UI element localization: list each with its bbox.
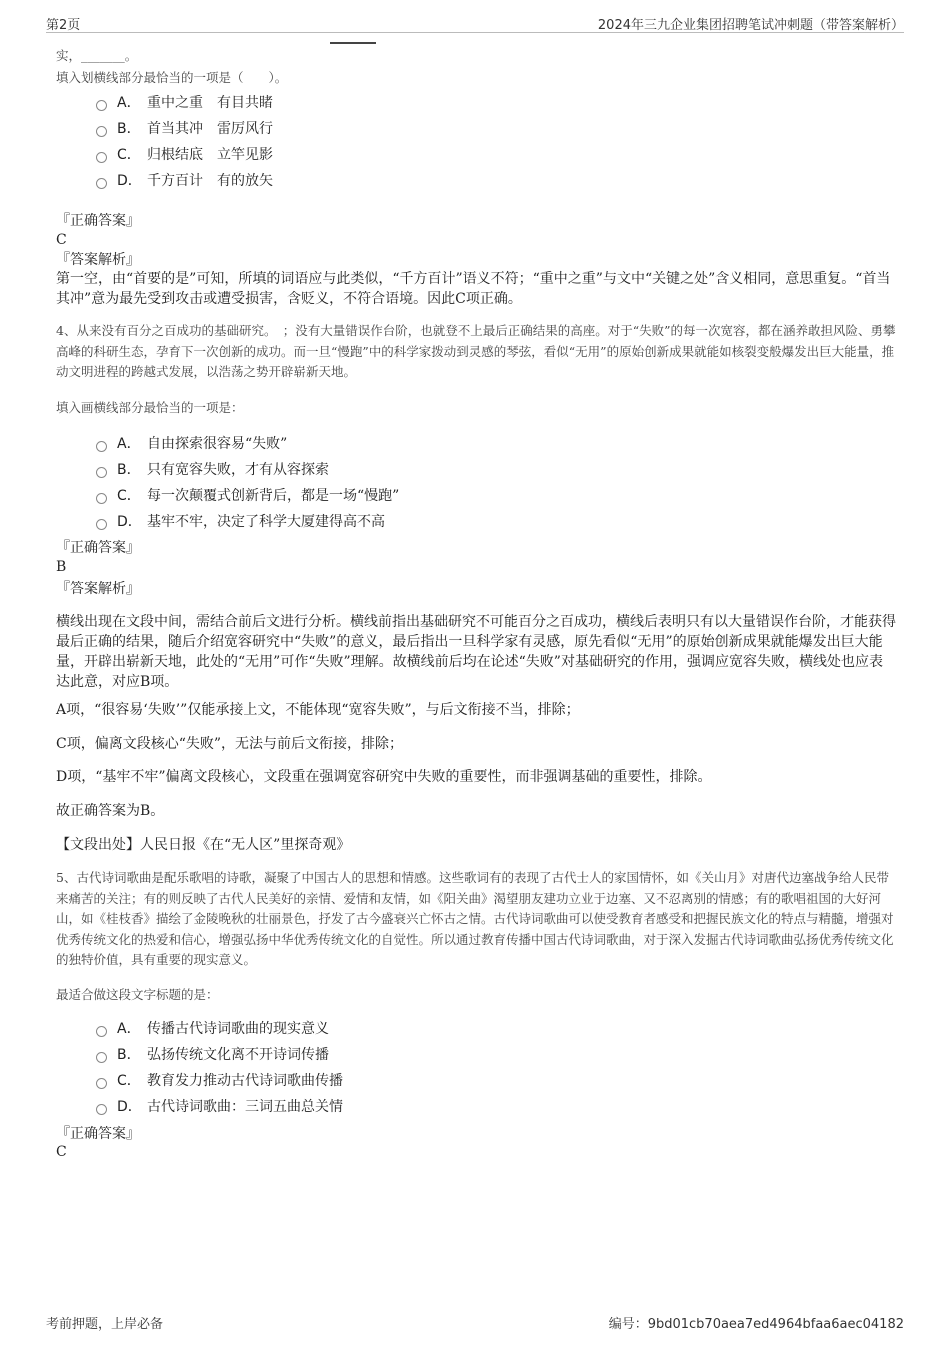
q3-answer: C xyxy=(56,232,67,248)
q5-answer-label: 『正确答案』 xyxy=(56,1126,140,1142)
q4-passage: 4、从来没有百分之百成功的基础研究。 ；没有大量错误作台阶，也就登不上最后正确结果的高座。对于“失败”的每一次宽容，都在涵养敢担风险、勇攀高峰的科研生态，孕育下一次创新的成功。而一旦“慢跑”中的科学家拨动到灵感的琴弦，看似“无用”的原始创新成果就能如核裂变般爆发出巨大能量，推动文明进程的跨越式发展，以浩荡之势开辟崭新天地。 xyxy=(56,323,896,379)
option-letter: D． xyxy=(117,514,142,530)
document-title: 2024年三九企业集团招聘笔试冲刺题（带答案解析） xyxy=(597,18,904,33)
q4-analysis-c: C项，偏离文段核心“失败”，无法与前后文衔接，排除； xyxy=(56,736,404,752)
q4-option-b[interactable] xyxy=(96,459,329,479)
option-text: 归根结底 立竿见影 xyxy=(147,147,273,163)
radio-icon[interactable] xyxy=(96,493,107,504)
q3-option-a[interactable] xyxy=(96,92,273,112)
q3-answer-label: 『正确答案』 xyxy=(56,213,140,229)
option-text: 千方百计 有的放矢 xyxy=(147,173,273,189)
q5-option-a[interactable] xyxy=(96,1018,329,1038)
option-letter: D． xyxy=(117,1099,142,1115)
option-text: 只有宽容失败，才有从容探索 xyxy=(147,462,329,478)
q3-option-c[interactable] xyxy=(96,144,273,164)
q4-analysis-label: 『答案解析』 xyxy=(56,581,140,597)
q3-stem: 填入划横线部分最恰当的一项是（ ）。 xyxy=(56,70,288,85)
option-text: 教育发力推动古代诗词歌曲传播 xyxy=(147,1073,343,1089)
cut-off-blank-line xyxy=(330,42,376,44)
q4-analysis-d: D项，“基牢不牢”偏离文段核心，文段重在强调宽容研究中失败的重要性，而非强调基础的重要性，排除。 xyxy=(56,769,712,785)
option-letter: B． xyxy=(117,121,141,137)
radio-icon[interactable] xyxy=(96,152,107,163)
q4-option-d[interactable] xyxy=(96,511,385,531)
radio-icon[interactable] xyxy=(96,1104,107,1115)
q3-analysis-label: 『答案解析』 xyxy=(56,252,140,268)
radio-icon[interactable] xyxy=(96,126,107,137)
q4-stem: 填入画横线部分最恰当的一项是： xyxy=(56,400,244,415)
q3-option-d[interactable] xyxy=(96,170,273,190)
q5-option-c[interactable] xyxy=(96,1070,343,1090)
radio-icon[interactable] xyxy=(96,519,107,530)
q5-passage: 5、古代诗词歌曲是配乐歌唱的诗歌，凝聚了中国古人的思想和情感。这些歌词有的表现了古代士人的家国情怀，如《关山月》对唐代边塞战争给人民带来痛苦的关注；有的则反映了古代人民美好的亲情、爱情和友情，如《阳关曲》渴望朋友建功立业于边塞、又不忍离别的情感；有的歌唱祖国的大好河山，如《桂枝香》描绘了金陵晚秋的壮丽景色，抒发了古今盛衰兴亡怀古之情。古代诗词歌曲可以使受教育者感受和把握民族文化的特点与精髓，增强对优秀传统文化的热爱和信心，增强弘扬中华优秀传统文化的自觉性。所以通过教育传播中国古代诗词歌曲，对于深入发掘古代诗词歌曲弘扬优秀传统文化的独特价值，具有重要的现实意义。 xyxy=(56,870,894,967)
radio-icon[interactable] xyxy=(96,1026,107,1037)
q4-option-c[interactable] xyxy=(96,485,399,505)
option-letter: C． xyxy=(117,147,141,163)
option-letter: B． xyxy=(117,1047,141,1063)
option-text: 重中之重 有目共睹 xyxy=(147,95,273,111)
q4-option-a[interactable] xyxy=(96,433,287,453)
header-divider xyxy=(46,32,904,33)
page-number: 第2页 xyxy=(46,18,81,33)
option-letter: B． xyxy=(117,462,141,478)
q5-stem: 最适合做这段文字标题的是： xyxy=(56,987,219,1002)
q3-analysis: 第一空，由“首要的是”可知，所填的词语应与此类似，“千方百计”语义不符；“重中之重”与文中“关键之处”含义相同，意思重复。“首当其冲”意为最先受到攻击或遭受损害，含贬义，不符合语境。因此C项正确。 xyxy=(56,271,891,307)
radio-icon[interactable] xyxy=(96,178,107,189)
q4-conclusion: 故正确答案为B。 xyxy=(56,803,165,819)
q5-answer: C xyxy=(56,1144,67,1160)
option-text: 首当其冲 雷厉风行 xyxy=(147,121,273,137)
radio-icon[interactable] xyxy=(96,1078,107,1089)
radio-icon[interactable] xyxy=(96,467,107,478)
option-letter: C． xyxy=(117,488,141,504)
option-text: 自由探索很容易“失败” xyxy=(147,436,288,452)
radio-icon[interactable] xyxy=(96,100,107,111)
option-letter: A． xyxy=(117,1021,141,1037)
footer-code: 编号：9bd01cb70aea7ed4964bfaa6aec04182 xyxy=(608,1317,904,1332)
q5-option-d[interactable] xyxy=(96,1096,343,1116)
option-letter: C． xyxy=(117,1073,141,1089)
q3-tail: 实，_______。 xyxy=(56,48,138,63)
option-text: 弘扬传统文化离不开诗词传播 xyxy=(147,1047,329,1063)
option-letter: A． xyxy=(117,436,141,452)
q3-option-b[interactable] xyxy=(96,118,273,138)
q4-answer-label: 『正确答案』 xyxy=(56,540,140,556)
option-text: 基牢不牢，决定了科学大厦建得高不高 xyxy=(147,514,385,530)
q4-answer: B xyxy=(56,559,67,575)
option-text: 每一次颠覆式创新背后，都是一场“慢跑” xyxy=(147,488,400,504)
radio-icon[interactable] xyxy=(96,1052,107,1063)
option-letter: A． xyxy=(117,95,141,111)
q5-option-b[interactable] xyxy=(96,1044,329,1064)
option-text: 传播古代诗词歌曲的现实意义 xyxy=(147,1021,329,1037)
radio-icon[interactable] xyxy=(96,441,107,452)
q4-analysis: 横线出现在文段中间，需结合前后文进行分析。横线前指出基础研究不可能百分之百成功，横线后表明只有以大量错误作台阶，才能获得最后正确的结果，随后介绍宽容研究中“失败”的意义，最后指出一旦科学家有灵感，原先看似“无用”的原始创新成果就能爆发出巨大能量，开辟出崭新天地，此处的“无用”可作“失败”理解。故横线前后均在论述“失败”对基础研究的作用，强调应宽容失败，横线处也应表达此意，对应B项。 xyxy=(56,614,896,690)
option-text: 古代诗词歌曲：三词五曲总关情 xyxy=(147,1099,343,1115)
q4-source: 【文段出处】人民日报《在“无人区”里探奇观》 xyxy=(56,837,351,853)
footer-slogan: 考前押题，上岸必备 xyxy=(46,1317,164,1332)
option-letter: D． xyxy=(117,173,142,189)
q4-analysis-a: A项，“很容易‘失败’”仅能承接上文，不能体现“宽容失败”，与后文衔接不当，排除； xyxy=(56,702,580,718)
